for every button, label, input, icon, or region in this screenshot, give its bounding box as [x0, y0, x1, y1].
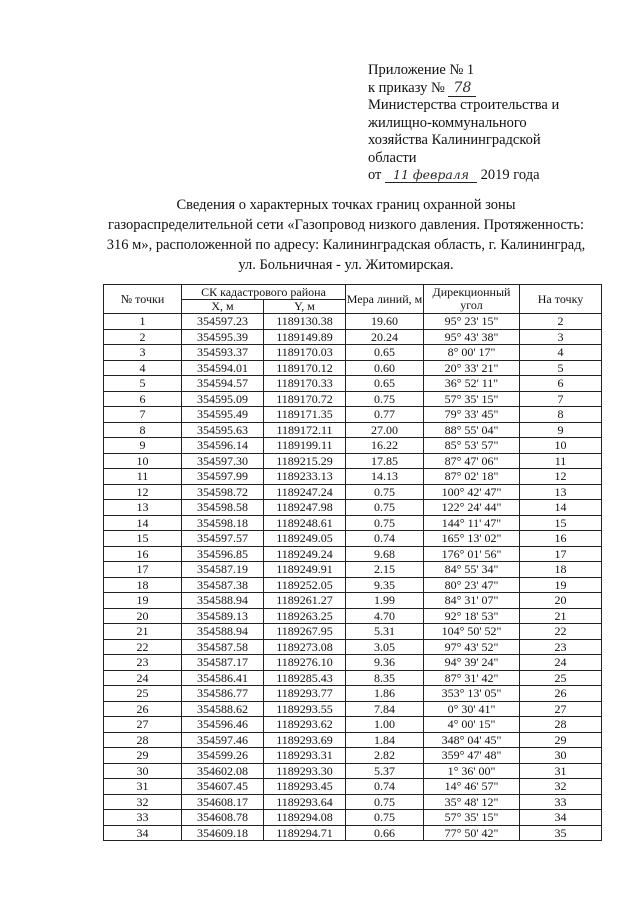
- x-coordinate-cell: 354587.58: [182, 639, 264, 655]
- line-length-cell: 0.75: [346, 515, 424, 531]
- heading-line: Сведения о характерных точках границ охранной зоны: [176, 197, 516, 213]
- table-row: [104, 329, 602, 345]
- x-coordinate-cell: 354594.57: [182, 376, 264, 392]
- y-coordinate-cell: 1189276.10: [264, 655, 346, 671]
- y-coordinate-cell: 1189170.33: [264, 376, 346, 392]
- line-length-cell: 20.24: [346, 329, 424, 345]
- table-row: [104, 484, 602, 500]
- header-y: Y, м: [264, 300, 346, 314]
- line-length-cell: 27.00: [346, 422, 424, 438]
- header-point-number: № точки: [104, 285, 182, 314]
- to-point-cell: 27: [520, 701, 602, 717]
- table-row: [104, 608, 602, 624]
- x-coordinate-cell: 354589.13: [182, 608, 264, 624]
- line-length-cell: 17.85: [346, 453, 424, 469]
- point-number-cell: 27: [104, 717, 182, 733]
- x-coordinate-cell: 354597.99: [182, 469, 264, 485]
- header-direction-angle: Дирекционный угол: [424, 285, 520, 314]
- y-coordinate-cell: 1189249.91: [264, 562, 346, 578]
- y-coordinate-cell: 1189233.13: [264, 469, 346, 485]
- line-length-cell: 9.36: [346, 655, 424, 671]
- point-number-cell: 28: [104, 732, 182, 748]
- line-length-cell: 3.05: [346, 639, 424, 655]
- to-point-cell: 23: [520, 639, 602, 655]
- y-coordinate-cell: 1189249.24: [264, 546, 346, 562]
- x-coordinate-cell: 354595.63: [182, 422, 264, 438]
- line-length-cell: 0.74: [346, 779, 424, 795]
- date-suffix: 2019 года: [480, 167, 540, 183]
- y-coordinate-cell: 1189293.62: [264, 717, 346, 733]
- point-number-cell: 3: [104, 345, 182, 361]
- ministry-line: Министерства строительства и: [368, 97, 560, 113]
- boundary-points-table: [103, 284, 602, 841]
- direction-angle-cell: 57° 35' 15": [424, 810, 520, 826]
- direction-angle-cell: 84° 55' 34": [424, 562, 520, 578]
- to-point-cell: 12: [520, 469, 602, 485]
- line-length-cell: 19.60: [346, 314, 424, 330]
- point-number-cell: 34: [104, 825, 182, 841]
- table-row: [104, 717, 602, 733]
- direction-angle-cell: 79° 33' 45": [424, 407, 520, 423]
- direction-angle-cell: 0° 30' 41": [424, 701, 520, 717]
- line-length-cell: 1.84: [346, 732, 424, 748]
- y-coordinate-cell: 1189252.05: [264, 577, 346, 593]
- point-number-cell: 9: [104, 438, 182, 454]
- point-number-cell: 19: [104, 593, 182, 609]
- point-number-cell: 25: [104, 686, 182, 702]
- y-coordinate-cell: 1189293.64: [264, 794, 346, 810]
- y-coordinate-cell: 1189247.24: [264, 484, 346, 500]
- y-coordinate-cell: 1189293.31: [264, 748, 346, 764]
- header-x: X, м: [182, 300, 264, 314]
- to-point-cell: 14: [520, 500, 602, 516]
- direction-angle-cell: 36° 52' 11": [424, 376, 520, 392]
- table-row: [104, 593, 602, 609]
- table-row: [104, 779, 602, 795]
- line-length-cell: 1.86: [346, 686, 424, 702]
- table-row: [104, 345, 602, 361]
- y-coordinate-cell: 1189170.72: [264, 391, 346, 407]
- point-number-cell: 4: [104, 360, 182, 376]
- line-length-cell: 16.22: [346, 438, 424, 454]
- direction-angle-cell: 359° 47' 48": [424, 748, 520, 764]
- x-coordinate-cell: 354596.14: [182, 438, 264, 454]
- line-length-cell: 0.65: [346, 376, 424, 392]
- header-line-length: Мера линий, м: [346, 285, 424, 314]
- x-coordinate-cell: 354597.57: [182, 531, 264, 547]
- line-length-cell: 0.75: [346, 500, 424, 516]
- x-coordinate-cell: 354596.46: [182, 717, 264, 733]
- direction-angle-cell: 104° 50' 52": [424, 624, 520, 640]
- line-length-cell: 0.60: [346, 360, 424, 376]
- x-coordinate-cell: 354586.77: [182, 686, 264, 702]
- y-coordinate-cell: 1189261.27: [264, 593, 346, 609]
- point-number-cell: 18: [104, 577, 182, 593]
- direction-angle-cell: 165° 13' 02": [424, 531, 520, 547]
- table-row: [104, 748, 602, 764]
- table-row: [104, 360, 602, 376]
- y-coordinate-cell: 1189293.45: [264, 779, 346, 795]
- table-row: [104, 500, 602, 516]
- to-point-cell: 5: [520, 360, 602, 376]
- direction-angle-cell: 8° 00' 17": [424, 345, 520, 361]
- y-coordinate-cell: 1189149.89: [264, 329, 346, 345]
- point-number-cell: 24: [104, 670, 182, 686]
- line-length-cell: 4.70: [346, 608, 424, 624]
- direction-angle-cell: 353° 13' 05": [424, 686, 520, 702]
- y-coordinate-cell: 1189171.35: [264, 407, 346, 423]
- line-length-cell: 0.77: [346, 407, 424, 423]
- to-point-cell: 10: [520, 438, 602, 454]
- direction-angle-cell: 57° 35' 15": [424, 391, 520, 407]
- to-point-cell: 34: [520, 810, 602, 826]
- x-coordinate-cell: 354609.18: [182, 825, 264, 841]
- direction-angle-cell: 1° 36' 00": [424, 763, 520, 779]
- to-point-cell: 22: [520, 624, 602, 640]
- x-coordinate-cell: 354598.18: [182, 515, 264, 531]
- x-coordinate-cell: 354586.41: [182, 670, 264, 686]
- direction-angle-cell: 80° 23' 47": [424, 577, 520, 593]
- point-number-cell: 7: [104, 407, 182, 423]
- line-length-cell: 0.75: [346, 484, 424, 500]
- table-row: [104, 686, 602, 702]
- y-coordinate-cell: 1189215.29: [264, 453, 346, 469]
- direction-angle-cell: 14° 46' 57": [424, 779, 520, 795]
- direction-angle-cell: 88° 55' 04": [424, 422, 520, 438]
- document-heading: [82, 195, 610, 275]
- table-row: [104, 515, 602, 531]
- to-point-cell: 32: [520, 779, 602, 795]
- point-number-cell: 32: [104, 794, 182, 810]
- x-coordinate-cell: 354595.39: [182, 329, 264, 345]
- line-length-cell: 14.13: [346, 469, 424, 485]
- date-handwritten: 11 февраля: [385, 167, 477, 183]
- to-point-cell: 31: [520, 763, 602, 779]
- point-number-cell: 31: [104, 779, 182, 795]
- direction-angle-cell: 94° 39' 24": [424, 655, 520, 671]
- direction-angle-cell: 122° 24' 44": [424, 500, 520, 516]
- y-coordinate-cell: 1189130.38: [264, 314, 346, 330]
- table-body: [104, 314, 602, 841]
- line-length-cell: 0.75: [346, 391, 424, 407]
- point-number-cell: 22: [104, 639, 182, 655]
- table-row: [104, 670, 602, 686]
- to-point-cell: 19: [520, 577, 602, 593]
- table-row: [104, 701, 602, 717]
- to-point-cell: 33: [520, 794, 602, 810]
- to-point-cell: 6: [520, 376, 602, 392]
- heading-line: ул. Больничная - ул. Житомирская.: [238, 257, 454, 273]
- table-row: [104, 531, 602, 547]
- line-length-cell: 2.15: [346, 562, 424, 578]
- line-length-cell: 0.66: [346, 825, 424, 841]
- direction-angle-cell: 144° 11' 47": [424, 515, 520, 531]
- table-row: [104, 794, 602, 810]
- y-coordinate-cell: 1189248.61: [264, 515, 346, 531]
- to-point-cell: 26: [520, 686, 602, 702]
- table-row: [104, 562, 602, 578]
- x-coordinate-cell: 354593.37: [182, 345, 264, 361]
- point-number-cell: 21: [104, 624, 182, 640]
- to-point-cell: 13: [520, 484, 602, 500]
- y-coordinate-cell: 1189247.98: [264, 500, 346, 516]
- point-number-cell: 14: [104, 515, 182, 531]
- table-row: [104, 314, 602, 330]
- y-coordinate-cell: 1189294.08: [264, 810, 346, 826]
- to-point-cell: 15: [520, 515, 602, 531]
- x-coordinate-cell: 354587.17: [182, 655, 264, 671]
- direction-angle-cell: 84° 31' 07": [424, 593, 520, 609]
- line-length-cell: 2.82: [346, 748, 424, 764]
- direction-angle-cell: 87° 47' 06": [424, 453, 520, 469]
- table-row: [104, 469, 602, 485]
- line-length-cell: 7.84: [346, 701, 424, 717]
- direction-angle-cell: 95° 23' 15": [424, 314, 520, 330]
- line-length-cell: 0.75: [346, 810, 424, 826]
- point-number-cell: 30: [104, 763, 182, 779]
- x-coordinate-cell: 354596.85: [182, 546, 264, 562]
- direction-angle-cell: 20° 33' 21": [424, 360, 520, 376]
- y-coordinate-cell: 1189293.55: [264, 701, 346, 717]
- to-point-cell: 9: [520, 422, 602, 438]
- to-point-cell: 18: [520, 562, 602, 578]
- x-coordinate-cell: 354588.94: [182, 624, 264, 640]
- point-number-cell: 16: [104, 546, 182, 562]
- direction-angle-cell: 176° 01' 56": [424, 546, 520, 562]
- x-coordinate-cell: 354595.09: [182, 391, 264, 407]
- y-coordinate-cell: 1189293.77: [264, 686, 346, 702]
- x-coordinate-cell: 354587.19: [182, 562, 264, 578]
- ministry-line: жилищно-коммунального: [368, 114, 527, 131]
- table-row: [104, 639, 602, 655]
- ministry-line: области: [368, 149, 417, 166]
- point-number-cell: 23: [104, 655, 182, 671]
- point-number-cell: 29: [104, 748, 182, 764]
- line-length-cell: 5.37: [346, 763, 424, 779]
- order-line: [368, 80, 618, 98]
- y-coordinate-cell: 1189273.08: [264, 639, 346, 655]
- to-point-cell: 29: [520, 732, 602, 748]
- point-number-cell: 33: [104, 810, 182, 826]
- y-coordinate-cell: 1189199.11: [264, 438, 346, 454]
- point-number-cell: 15: [104, 531, 182, 547]
- direction-angle-cell: 35° 48' 12": [424, 794, 520, 810]
- direction-angle-cell: 85° 53' 57": [424, 438, 520, 454]
- order-prefix: к приказу №: [368, 79, 445, 96]
- point-number-cell: 11: [104, 469, 182, 485]
- table-row: [104, 763, 602, 779]
- table-row: [104, 810, 602, 826]
- y-coordinate-cell: 1189172.11: [264, 422, 346, 438]
- point-number-cell: 10: [104, 453, 182, 469]
- y-coordinate-cell: 1189294.71: [264, 825, 346, 841]
- table-row: [104, 546, 602, 562]
- point-number-cell: 1: [104, 314, 182, 330]
- direction-angle-cell: 87° 02' 18": [424, 469, 520, 485]
- to-point-cell: 25: [520, 670, 602, 686]
- table-row: [104, 391, 602, 407]
- to-point-cell: 28: [520, 717, 602, 733]
- direction-angle-cell: 100° 42' 47": [424, 484, 520, 500]
- line-length-cell: 5.31: [346, 624, 424, 640]
- appendix-block: [368, 62, 618, 185]
- appendix-title: Приложение № 1: [368, 62, 475, 78]
- x-coordinate-cell: 354598.58: [182, 500, 264, 516]
- to-point-cell: 4: [520, 345, 602, 361]
- to-point-cell: 16: [520, 531, 602, 547]
- y-coordinate-cell: 1189170.03: [264, 345, 346, 361]
- to-point-cell: 11: [520, 453, 602, 469]
- direction-angle-cell: 348° 04' 45": [424, 732, 520, 748]
- point-number-cell: 5: [104, 376, 182, 392]
- line-length-cell: 8.35: [346, 670, 424, 686]
- x-coordinate-cell: 354588.62: [182, 701, 264, 717]
- order-number-handwritten: 78: [448, 81, 476, 97]
- y-coordinate-cell: 1189263.25: [264, 608, 346, 624]
- x-coordinate-cell: 354608.17: [182, 794, 264, 810]
- x-coordinate-cell: 354594.01: [182, 360, 264, 376]
- x-coordinate-cell: 354597.23: [182, 314, 264, 330]
- ministry-line: хозяйства Калининградской: [368, 132, 541, 148]
- y-coordinate-cell: 1189249.05: [264, 531, 346, 547]
- line-length-cell: 9.68: [346, 546, 424, 562]
- x-coordinate-cell: 354595.49: [182, 407, 264, 423]
- heading-line: 316 м», расположенной по адресу: Калининградская область, г. Калининград,: [106, 237, 586, 253]
- point-number-cell: 6: [104, 391, 182, 407]
- y-coordinate-cell: 1189293.69: [264, 732, 346, 748]
- point-number-cell: 8: [104, 422, 182, 438]
- x-coordinate-cell: 354597.30: [182, 453, 264, 469]
- line-length-cell: 9.35: [346, 577, 424, 593]
- x-coordinate-cell: 354608.78: [182, 810, 264, 826]
- header-to-point: На точку: [520, 285, 602, 314]
- line-length-cell: 1.99: [346, 593, 424, 609]
- table-row: [104, 422, 602, 438]
- header-coordinate-system: СК кадастрового района: [182, 285, 346, 300]
- direction-angle-cell: 4° 00' 15": [424, 717, 520, 733]
- x-coordinate-cell: 354598.72: [182, 484, 264, 500]
- direction-angle-cell: 87° 31' 42": [424, 670, 520, 686]
- to-point-cell: 2: [520, 314, 602, 330]
- table-row: [104, 438, 602, 454]
- line-length-cell: 1.00: [346, 717, 424, 733]
- table-row: [104, 655, 602, 671]
- x-coordinate-cell: 354599.26: [182, 748, 264, 764]
- point-number-cell: 12: [104, 484, 182, 500]
- y-coordinate-cell: 1189293.30: [264, 763, 346, 779]
- y-coordinate-cell: 1189170.12: [264, 360, 346, 376]
- table-row: [104, 825, 602, 841]
- table-row: [104, 624, 602, 640]
- x-coordinate-cell: 354602.08: [182, 763, 264, 779]
- to-point-cell: 21: [520, 608, 602, 624]
- x-coordinate-cell: 354588.94: [182, 593, 264, 609]
- to-point-cell: 35: [520, 825, 602, 841]
- point-number-cell: 26: [104, 701, 182, 717]
- line-length-cell: 0.65: [346, 345, 424, 361]
- table-row: [104, 577, 602, 593]
- to-point-cell: 24: [520, 655, 602, 671]
- direction-angle-cell: 97° 43' 52": [424, 639, 520, 655]
- direction-angle-cell: 92° 18' 53": [424, 608, 520, 624]
- to-point-cell: 20: [520, 593, 602, 609]
- x-coordinate-cell: 354597.46: [182, 732, 264, 748]
- table-row: [104, 732, 602, 748]
- date-prefix: от: [368, 167, 382, 183]
- to-point-cell: 17: [520, 546, 602, 562]
- to-point-cell: 8: [520, 407, 602, 423]
- direction-angle-cell: 95° 43' 38": [424, 329, 520, 345]
- to-point-cell: 30: [520, 748, 602, 764]
- table-row: [104, 453, 602, 469]
- point-number-cell: 13: [104, 500, 182, 516]
- y-coordinate-cell: 1189267.95: [264, 624, 346, 640]
- date-line: [368, 167, 618, 185]
- point-number-cell: 20: [104, 608, 182, 624]
- to-point-cell: 7: [520, 391, 602, 407]
- heading-line: газораспределительной сети «Газопровод низкого давления. Протяженность:: [108, 217, 584, 233]
- point-number-cell: 2: [104, 329, 182, 345]
- table-row: [104, 376, 602, 392]
- direction-angle-cell: 77° 50' 42": [424, 825, 520, 841]
- y-coordinate-cell: 1189285.43: [264, 670, 346, 686]
- to-point-cell: 3: [520, 329, 602, 345]
- table-row: [104, 407, 602, 423]
- line-length-cell: 0.74: [346, 531, 424, 547]
- point-number-cell: 17: [104, 562, 182, 578]
- x-coordinate-cell: 354607.45: [182, 779, 264, 795]
- x-coordinate-cell: 354587.38: [182, 577, 264, 593]
- line-length-cell: 0.75: [346, 794, 424, 810]
